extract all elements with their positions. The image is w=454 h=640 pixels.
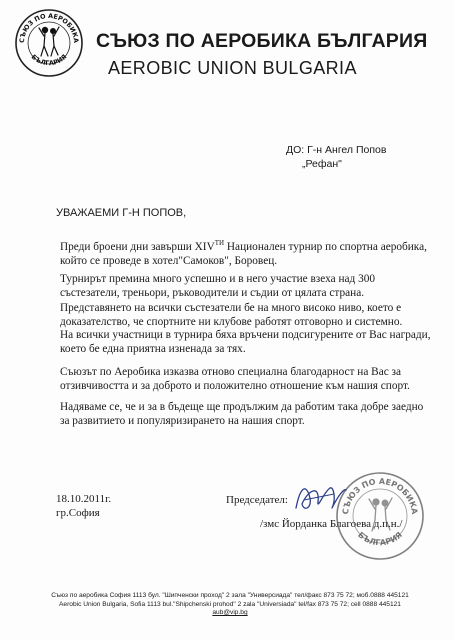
aerobic-union-logo	[14, 8, 84, 78]
chairman-name: /змс Йорданка Благоева д.п.н./	[260, 518, 403, 530]
footer-email: aub@vip.bg	[212, 609, 248, 617]
logo-seal-top-text: СЪЮЗ ПО АЕРОБИКА	[17, 11, 81, 44]
footer-address-bulgarian: Съюз по аеробика София 1113 бул. "Шипченски проход" 2 зала "Универсиада" тел/факс 873 75 72; моб.0888 445121	[51, 592, 409, 599]
paragraph-2: Турнирът премина много успешно и в него участие взеха над 300 състезатели, треньори, ръководители и съдии от цялата страна. Представянето на всички състезатели бе на много високо ниво, което е доказателство, че спортните ни клубове работят отговорно и системно.	[60, 273, 403, 329]
letter-city: гр.София	[56, 507, 100, 519]
svg-text:БЪЛГАРИЯ	[356, 530, 404, 547]
stamp-top-text: СЪЮЗ ПО АЕРОБИКА	[340, 476, 420, 515]
addressee-block	[286, 143, 386, 171]
addressee-line-2: „Рефан"	[302, 158, 342, 170]
svg-text:СЪЮЗ ПО АЕРОБИКА	[18, 12, 80, 43]
svg-text:БЪЛГАРИЯ	[30, 53, 69, 68]
paragraph-3: На всички участници в турнира бяха връчени подсигурените от Вас награди, което бе една приятна изненада за тях.	[60, 329, 431, 356]
stamp-bottom-text: БЪЛГАРИЯ	[356, 530, 404, 548]
handwritten-signature	[290, 478, 350, 518]
organization-title-bulgarian: СЪЮЗ ПО АЕРОБИКА БЪЛГАРИЯ	[96, 30, 428, 52]
paragraph-5: Надяваме се, че и за в бъдеще ще продължим да работим така добре заедно за развитието и популяризирането на нашия спорт.	[60, 401, 424, 428]
logo-seal-bottom-text: БЪЛГАРИЯ	[29, 52, 69, 68]
paragraph-4: Съюзът по Аеробика изказва отново специална благодарност на Вас за отзивчивостта и за доброто и положително отношение към нашия спорт.	[60, 366, 410, 393]
letter-date: 18.10.2011г.	[56, 493, 112, 505]
ordinal-superscript: ТИ	[214, 239, 225, 248]
addressee-line-1: ДО: Г-н Ангел Попов	[286, 144, 387, 156]
paragraph-1	[48, 240, 432, 269]
salutation: УВАЖАЕМИ Г-Н ПОПОВ,	[56, 207, 187, 219]
paragraph-1-start: Преди броени дни завърши XIV	[60, 241, 215, 253]
footer-address-english: Aerobic Union Bulgaria, Sofia 1113 bul."Shipchenski prohod" 2 zala "Universiada" tel/fax 873 75 72; cell 0888 445121	[59, 600, 401, 608]
letter-footer	[30, 592, 430, 618]
organization-title-english: AEROBIC UNION BULGARIA	[108, 58, 357, 78]
chairman-label: Председател:	[226, 494, 288, 506]
paragraph-1-end: Национален турнир по спортна аеробика, който се проведе в хотел"Самоков", Боровец.	[60, 241, 427, 268]
date-block	[56, 492, 111, 520]
